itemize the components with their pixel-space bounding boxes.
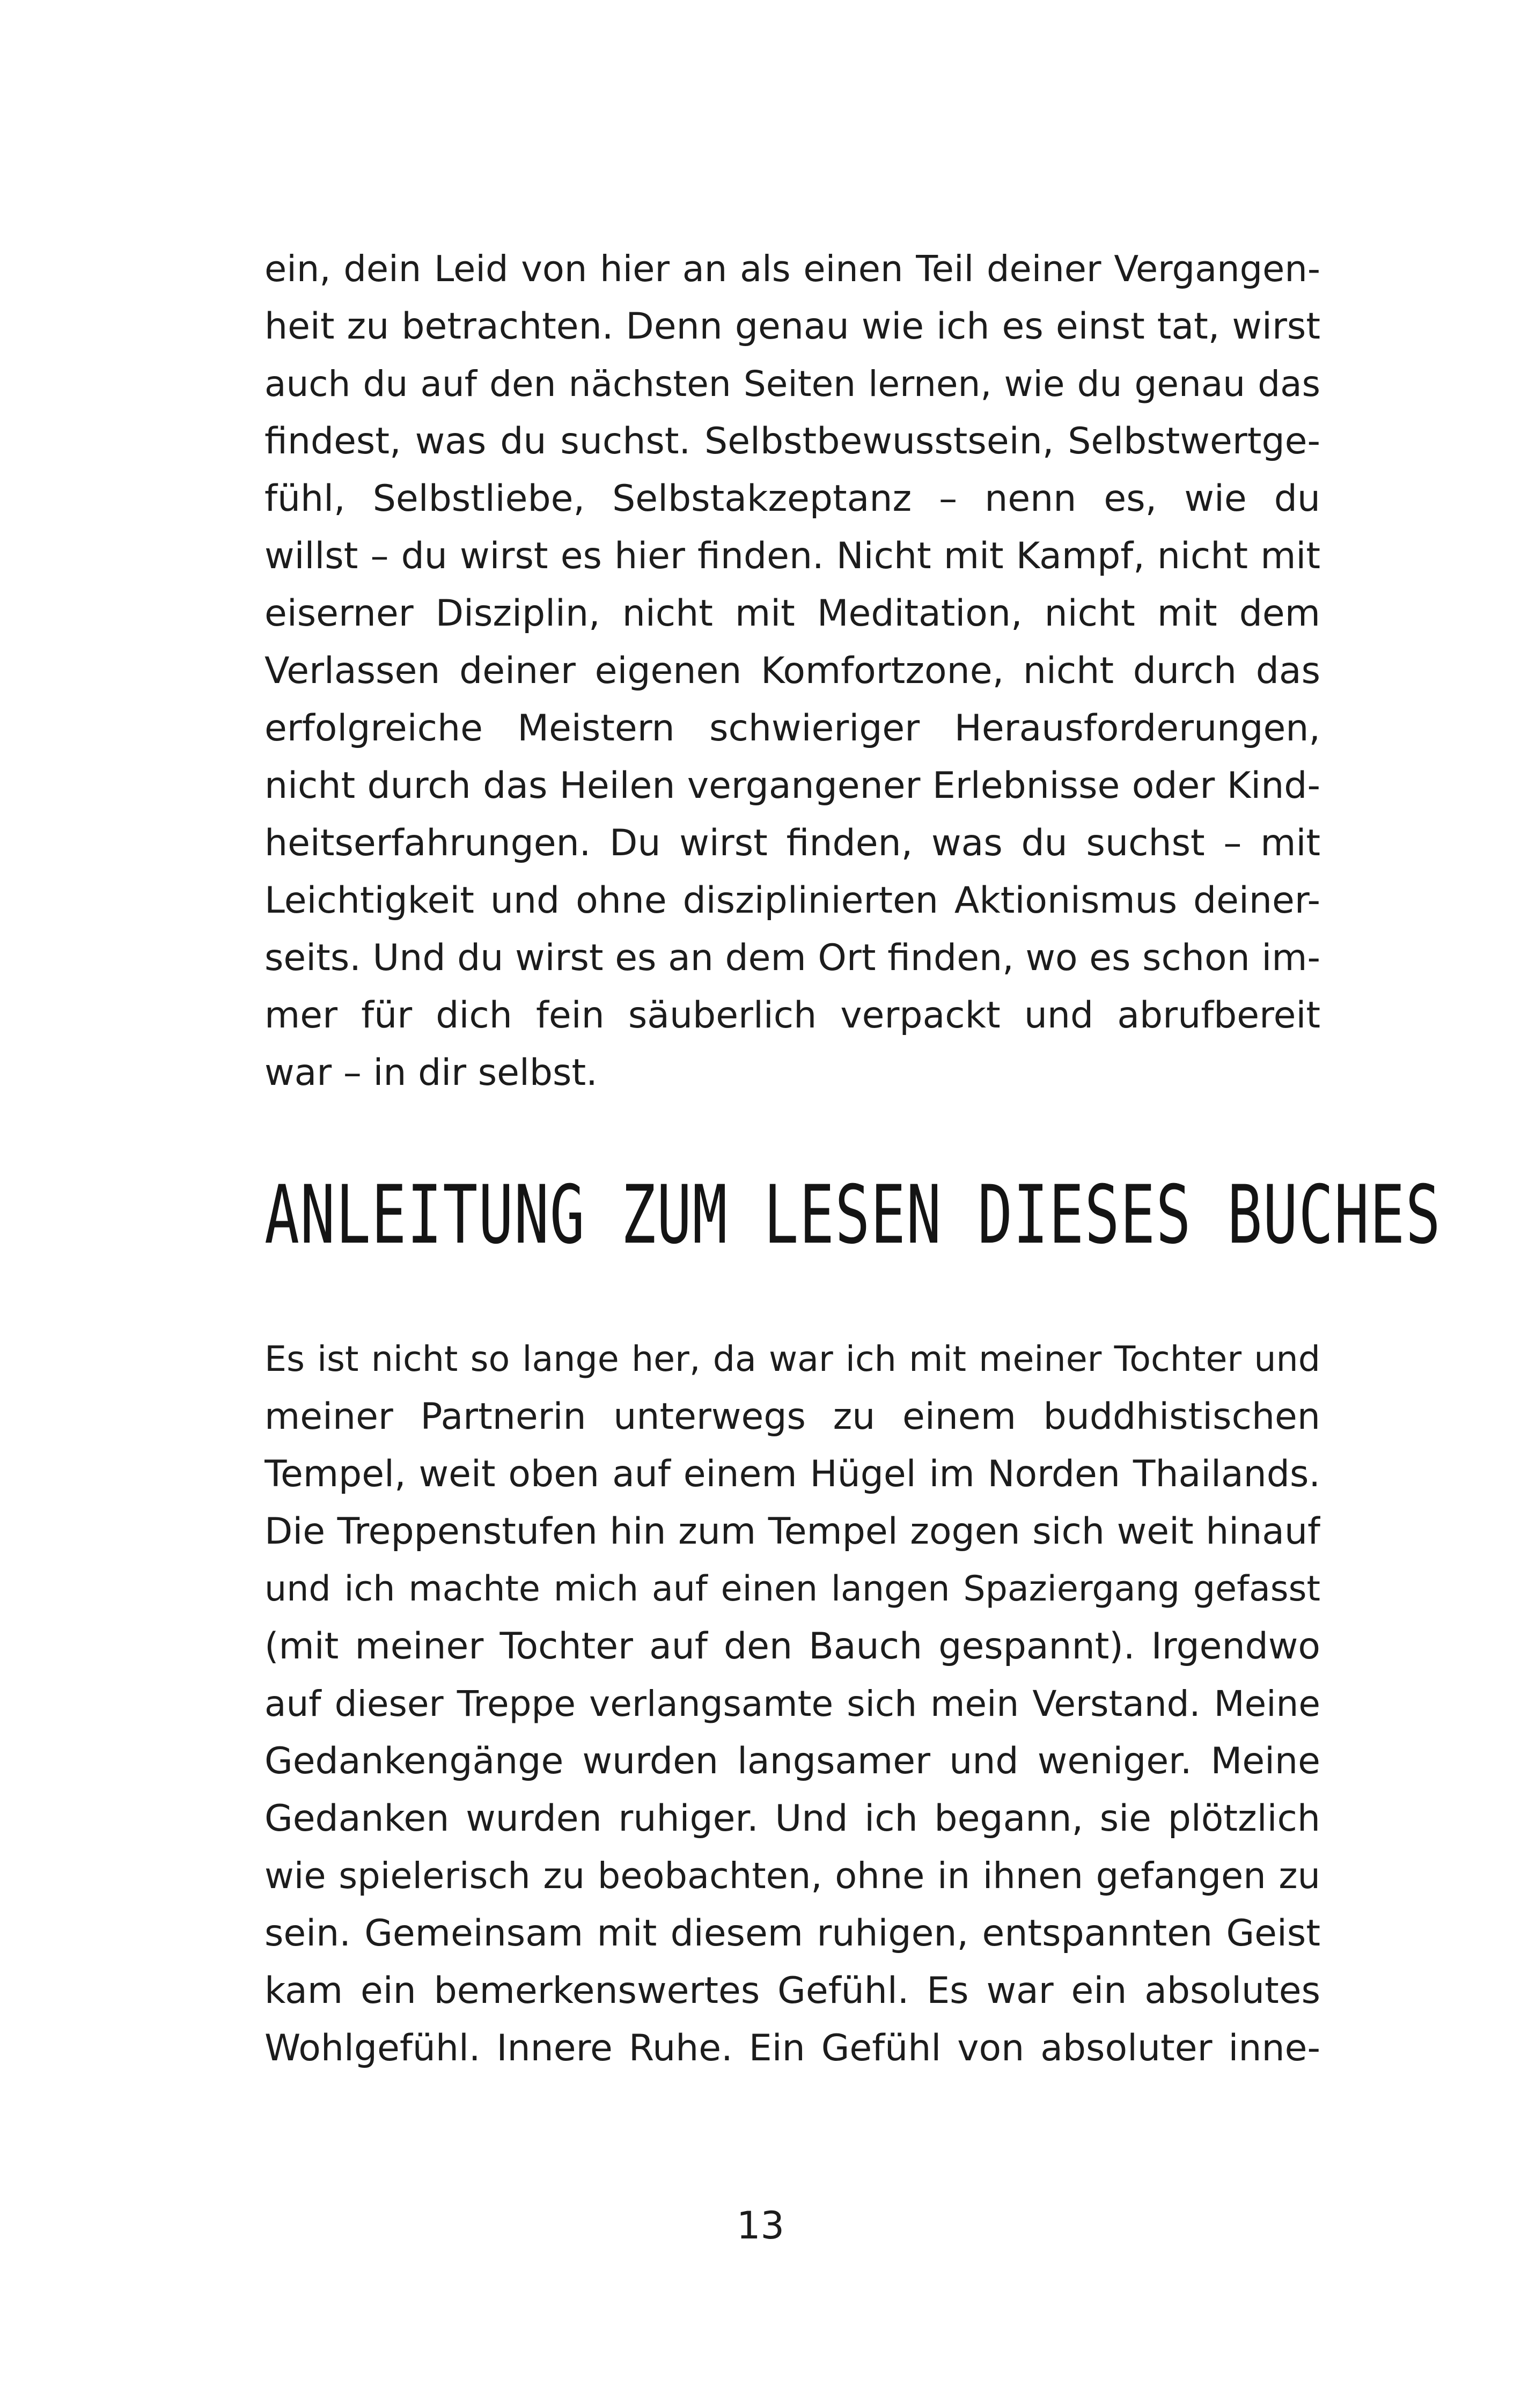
- text-line: heitserfahrungen. Du wirst finden, was du suchst – mit: [264, 822, 1320, 864]
- text-line: auf dieser Treppe verlangsamte sich mein Verstand. Meine: [264, 1683, 1320, 1724]
- text-line: war – in dir selbst.: [264, 1052, 598, 1094]
- text-line: nicht durch das Heilen vergangener Erlebnisse oder Kind-: [264, 765, 1320, 807]
- text-line: wie spielerisch zu beobachten, ohne in ihnen gefangen zu: [264, 1855, 1320, 1897]
- text-line: mer für dich fein säuberlich verpackt und abrufbereit: [264, 994, 1320, 1037]
- text-line: Verlassen deiner eigenen Komfortzone, nicht durch das: [264, 650, 1320, 692]
- text-line: Wohlgefühl. Innere Ruhe. Ein Gefühl von absoluter inne-: [264, 2027, 1320, 2069]
- text-line: Gedankengänge wurden langsamer und weniger. Meine: [264, 1740, 1320, 1782]
- text-line: (mit meiner Tochter auf den Bauch gespannt). Irgendwo: [264, 1625, 1320, 1668]
- text-line: kam ein bemerkenswertes Gefühl. Es war ein absolutes: [264, 1970, 1320, 2012]
- section-heading: ANLEITUNG ZUM LESEN DIESES BUCHES: [264, 1169, 1442, 1262]
- text-line: auch du auf den nächsten Seiten lernen, wie du genau das: [264, 363, 1320, 405]
- text-line: sein. Gemeinsam mit diesem ruhigen, entspannten Geist: [264, 1912, 1320, 1955]
- text-line: Tempel, weit oben auf einem Hügel im Norden Thailands.: [264, 1453, 1320, 1495]
- text-line: eiserner Disziplin, nicht mit Meditation, nicht mit dem: [264, 592, 1320, 635]
- text-line: Die Treppenstufen hin zum Tempel zogen sich weit hinauf: [264, 1510, 1320, 1553]
- paragraph-2: [264, 1331, 1320, 2077]
- text-line: Gedanken wurden ruhiger. Und ich begann, sie plötzlich: [264, 1797, 1320, 1840]
- text-line: meiner Partnerin unterwegs zu einem buddhistischen: [264, 1396, 1320, 1438]
- text-line: Es ist nicht so lange her, da war ich mit meiner Tochter und: [264, 1339, 1320, 1379]
- text-line: willst – du wirst es hier finden. Nicht mit Kampf, nicht mit: [264, 535, 1320, 577]
- page-number: 13: [736, 2204, 785, 2248]
- text-line: findest, was du suchst. Selbstbewusstsein, Selbstwertge-: [264, 420, 1320, 462]
- text-line: seits. Und du wirst es an dem Ort finden, wo es schon im-: [264, 937, 1320, 979]
- text-line: ein, dein Leid von hier an als einen Teil deiner Vergangen-: [264, 248, 1320, 290]
- text-line: heit zu betrachten. Denn genau wie ich es einst tat, wirst: [264, 305, 1320, 348]
- paragraph-1: [264, 240, 1320, 1102]
- text-line: und ich machte mich auf einen langen Spaziergang gefasst: [264, 1569, 1320, 1609]
- text-line: Leichtigkeit und ohne disziplinierten Aktionismus deiner-: [264, 879, 1320, 922]
- text-line: fühl, Selbstliebe, Selbstakzeptanz – nenn es, wie du: [264, 478, 1320, 520]
- text-line: erfolgreiche Meistern schwieriger Herausforderungen,: [264, 707, 1320, 750]
